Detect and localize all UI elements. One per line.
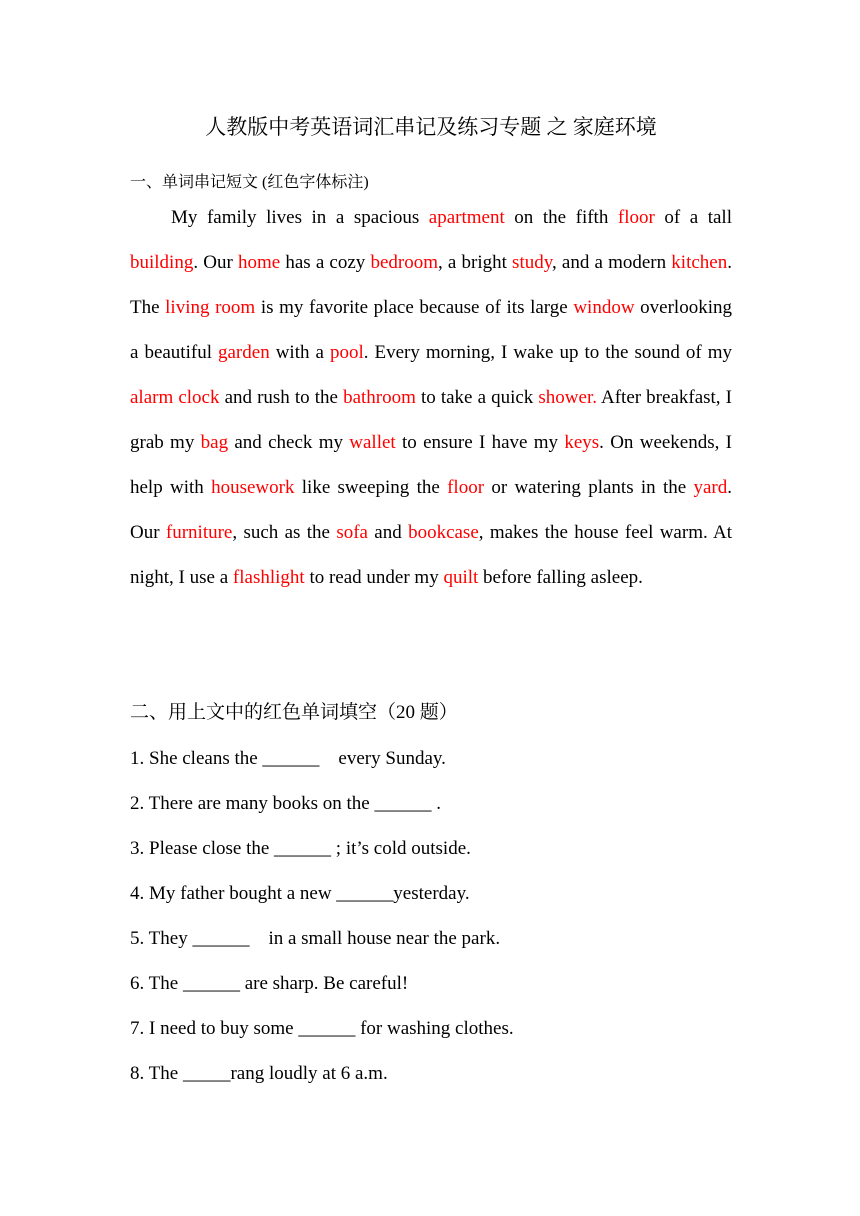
vocab-word: shower. [538,387,597,408]
vocab-word: alarm clock [130,387,220,408]
passage-text: and check my [228,432,350,453]
vocab-word: yard [693,477,728,498]
passage-text: or watering plants in the [484,477,694,498]
passage-text: , and a modern [552,252,672,273]
vocab-word: bookcase [408,522,479,543]
passage-text: My family lives in a spacious [171,207,429,228]
vocab-word: sofa [336,522,368,543]
question-item: 5. They ______ in a small house near the park. [130,928,501,949]
vocab-word: pool [329,342,364,363]
vocab-word: garden [218,342,270,363]
document-title: 人教版中考英语词汇串记及练习专题 之 家庭环境 [205,115,657,139]
passage-text: before falling asleep. [478,567,643,588]
passage-text: overlooking a beautiful [130,297,732,363]
question-item: 1. She cleans the ______ every Sunday. [130,748,446,769]
passage-text: of a tall [654,207,732,228]
passage-text: is my favorite place because of its large [255,297,574,318]
passage-text: . Every morning, I wake up to the sound of my [363,342,733,363]
question-item: 8. The _____rang loudly at 6 a.m. [130,1063,388,1084]
question-item: 2. There are many books on the ______ . [130,793,441,814]
vocab-word: flashlight [232,567,305,588]
vocab-word: keys [564,432,600,453]
vocab-word: floor [447,477,485,498]
section-1-heading: 一、单词串记短文 (红色字体标注) [130,174,369,191]
passage-text: , makes the house feel warm. At night, I use a [130,522,732,588]
vocab-word: quilt [443,567,479,588]
vocab-word: floor [617,207,655,228]
passage-text: on the fifth [504,207,618,228]
passage-text: , such as the [232,522,337,543]
vocab-word: building [130,252,194,273]
passage-text: and rush to the [219,387,344,408]
vocab-word: kitchen [671,252,728,273]
passage-text: with a [269,342,330,363]
passage-text: After breakfast, I grab my [130,387,732,453]
passage-text: to ensure I have my [395,432,565,453]
vocab-word: living room [165,297,256,318]
vocab-word: window [573,297,635,318]
passage-text: like sweeping the [294,477,448,498]
question-list [130,736,514,1096]
passage-text: . Our [193,252,238,273]
passage-text: . Our [130,477,732,543]
vocab-word: bag [200,432,229,453]
vocab-word: bathroom [343,387,416,408]
passage-text: to take a quick [415,387,539,408]
vocabulary-passage [130,195,732,600]
vocab-word: apartment [428,207,505,228]
question-item: 6. The ______ are sharp. Be careful! [130,973,409,994]
vocab-word: home [237,252,281,273]
question-item: 3. Please close the ______ ; it’s cold outside. [130,838,471,859]
vocab-word: study [512,252,552,273]
question-item: 4. My father bought a new ______yesterday. [130,883,470,904]
passage-text: , a bright [438,252,513,273]
vocab-word: furniture [165,522,233,543]
vocab-word: bedroom [370,252,438,273]
passage-text: and [367,522,409,543]
passage-text: to read under my [304,567,444,588]
vocab-word: wallet [349,432,396,453]
passage-text: . On weekends, I help with [130,432,733,498]
question-item: 7. I need to buy some ______ for washing clothes. [130,1018,514,1039]
section-2-heading: 二、用上文中的红色单词填空（20 题） [130,702,458,723]
passage-text: . The [130,252,732,318]
passage-text: has a cozy [280,252,371,273]
vocab-word: housework [211,477,295,498]
